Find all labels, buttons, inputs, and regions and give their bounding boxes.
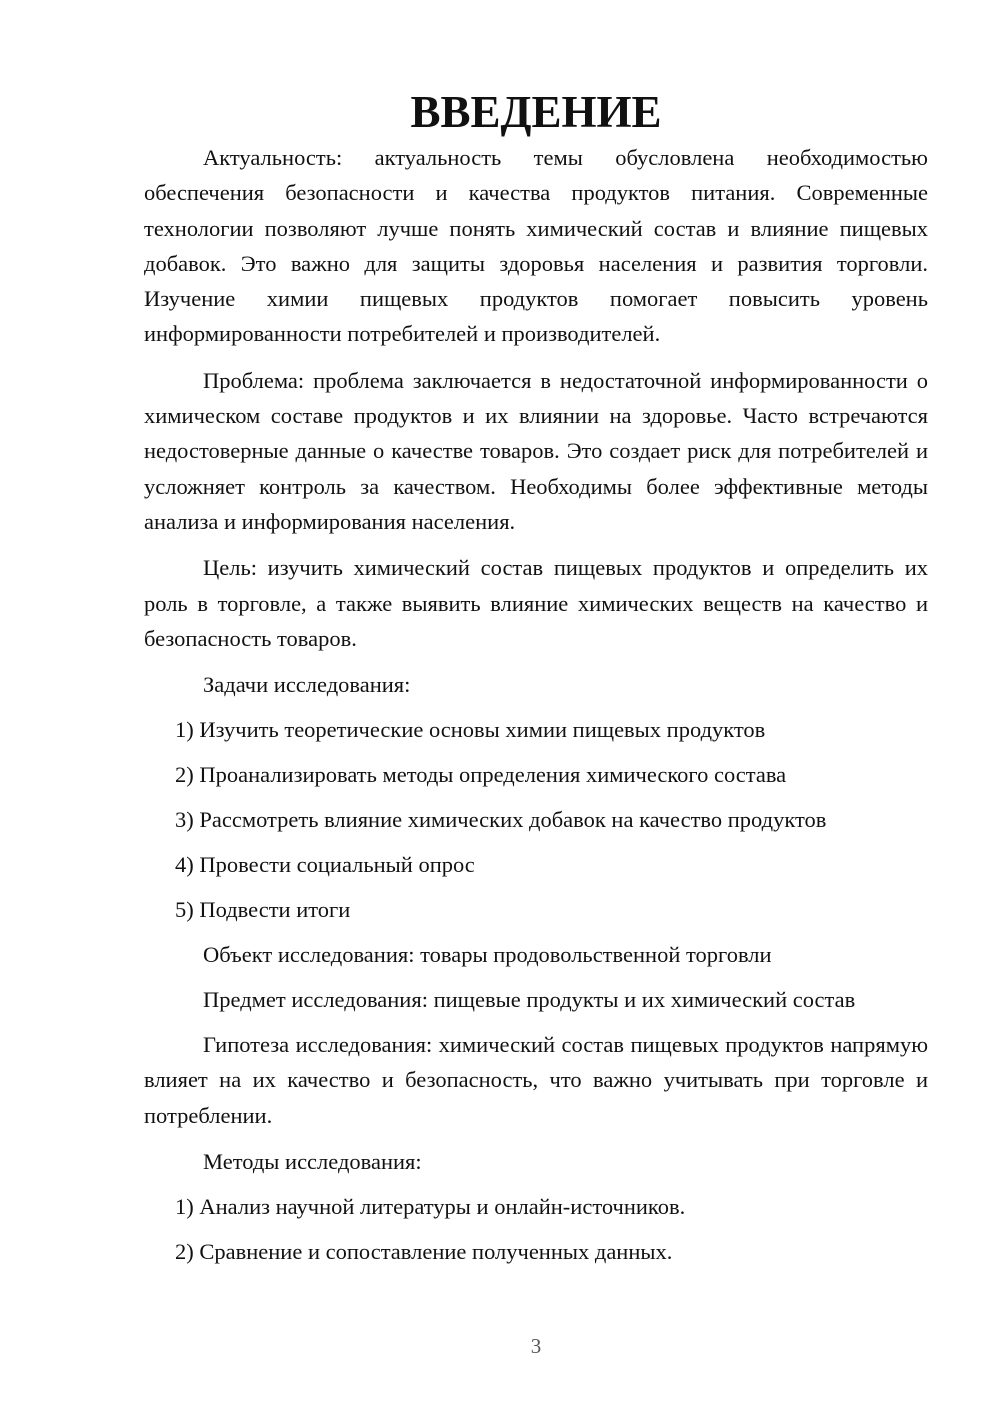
page-number: 3 bbox=[530, 1334, 542, 1358]
methods-list bbox=[144, 1189, 928, 1269]
task-item: 4) Провести социальный опрос bbox=[175, 852, 475, 878]
method-item: 1) Анализ научной литературы и онлайн-источников. bbox=[175, 1194, 686, 1220]
hypothesis-paragraph: Гипотеза исследования: химический состав пищевых продуктов напрямую влияет на их качество и безопасность, что важно учитывать при торговле и потреблении. bbox=[144, 1032, 928, 1128]
subject-line: Предмет исследования: пищевые продукты и их химический состав bbox=[203, 987, 856, 1013]
methods-heading: Методы исследования: bbox=[203, 1149, 422, 1175]
task-item: 3) Рассмотреть влияние химических добавок на качество продуктов bbox=[175, 807, 827, 833]
goal-paragraph: Цель: изучить химический состав пищевых продуктов и определить их роль в торговле, а также выявить влияние химических веществ на качество и безопасность товаров. bbox=[144, 555, 928, 651]
page-title: ВВЕДЕНИЕ bbox=[410, 87, 662, 137]
task-item: 5) Подвести итоги bbox=[175, 897, 351, 923]
method-item: 2) Сравнение и сопоставление полученных данных. bbox=[175, 1239, 673, 1265]
tasks-heading: Задачи исследования: bbox=[203, 672, 411, 698]
problem-paragraph: Проблема: проблема заключается в недостаточной информированности о химическом составе продуктов и их влиянии на здоровье. Часто встречаются недостоверные данные о качестве товаров. Это создает риск для потребителей и усложняет контроль за качеством. Необходимы более эффективные методы анализа и информирования населения. bbox=[144, 367, 928, 534]
task-item: 1) Изучить теоретические основы химии пищевых продуктов bbox=[175, 717, 766, 743]
task-item: 2) Проанализировать методы определения химического состава bbox=[175, 762, 787, 788]
tasks-list bbox=[144, 712, 928, 927]
relevance-paragraph: Актуальность: актуальность темы обусловлена необходимостью обеспечения безопасности и качества продуктов питания. Современные технологии позволяют лучше понять химический состав и влияние пищевых добавок. Это важно для защиты здоровья населения и развития торговли. Изучение химии пищевых продуктов помогает повысить уровень информированности потребителей и производителей. bbox=[144, 145, 928, 347]
page-content bbox=[144, 87, 928, 1269]
object-line: Объект исследования: товары продовольственной торговли bbox=[203, 942, 772, 968]
